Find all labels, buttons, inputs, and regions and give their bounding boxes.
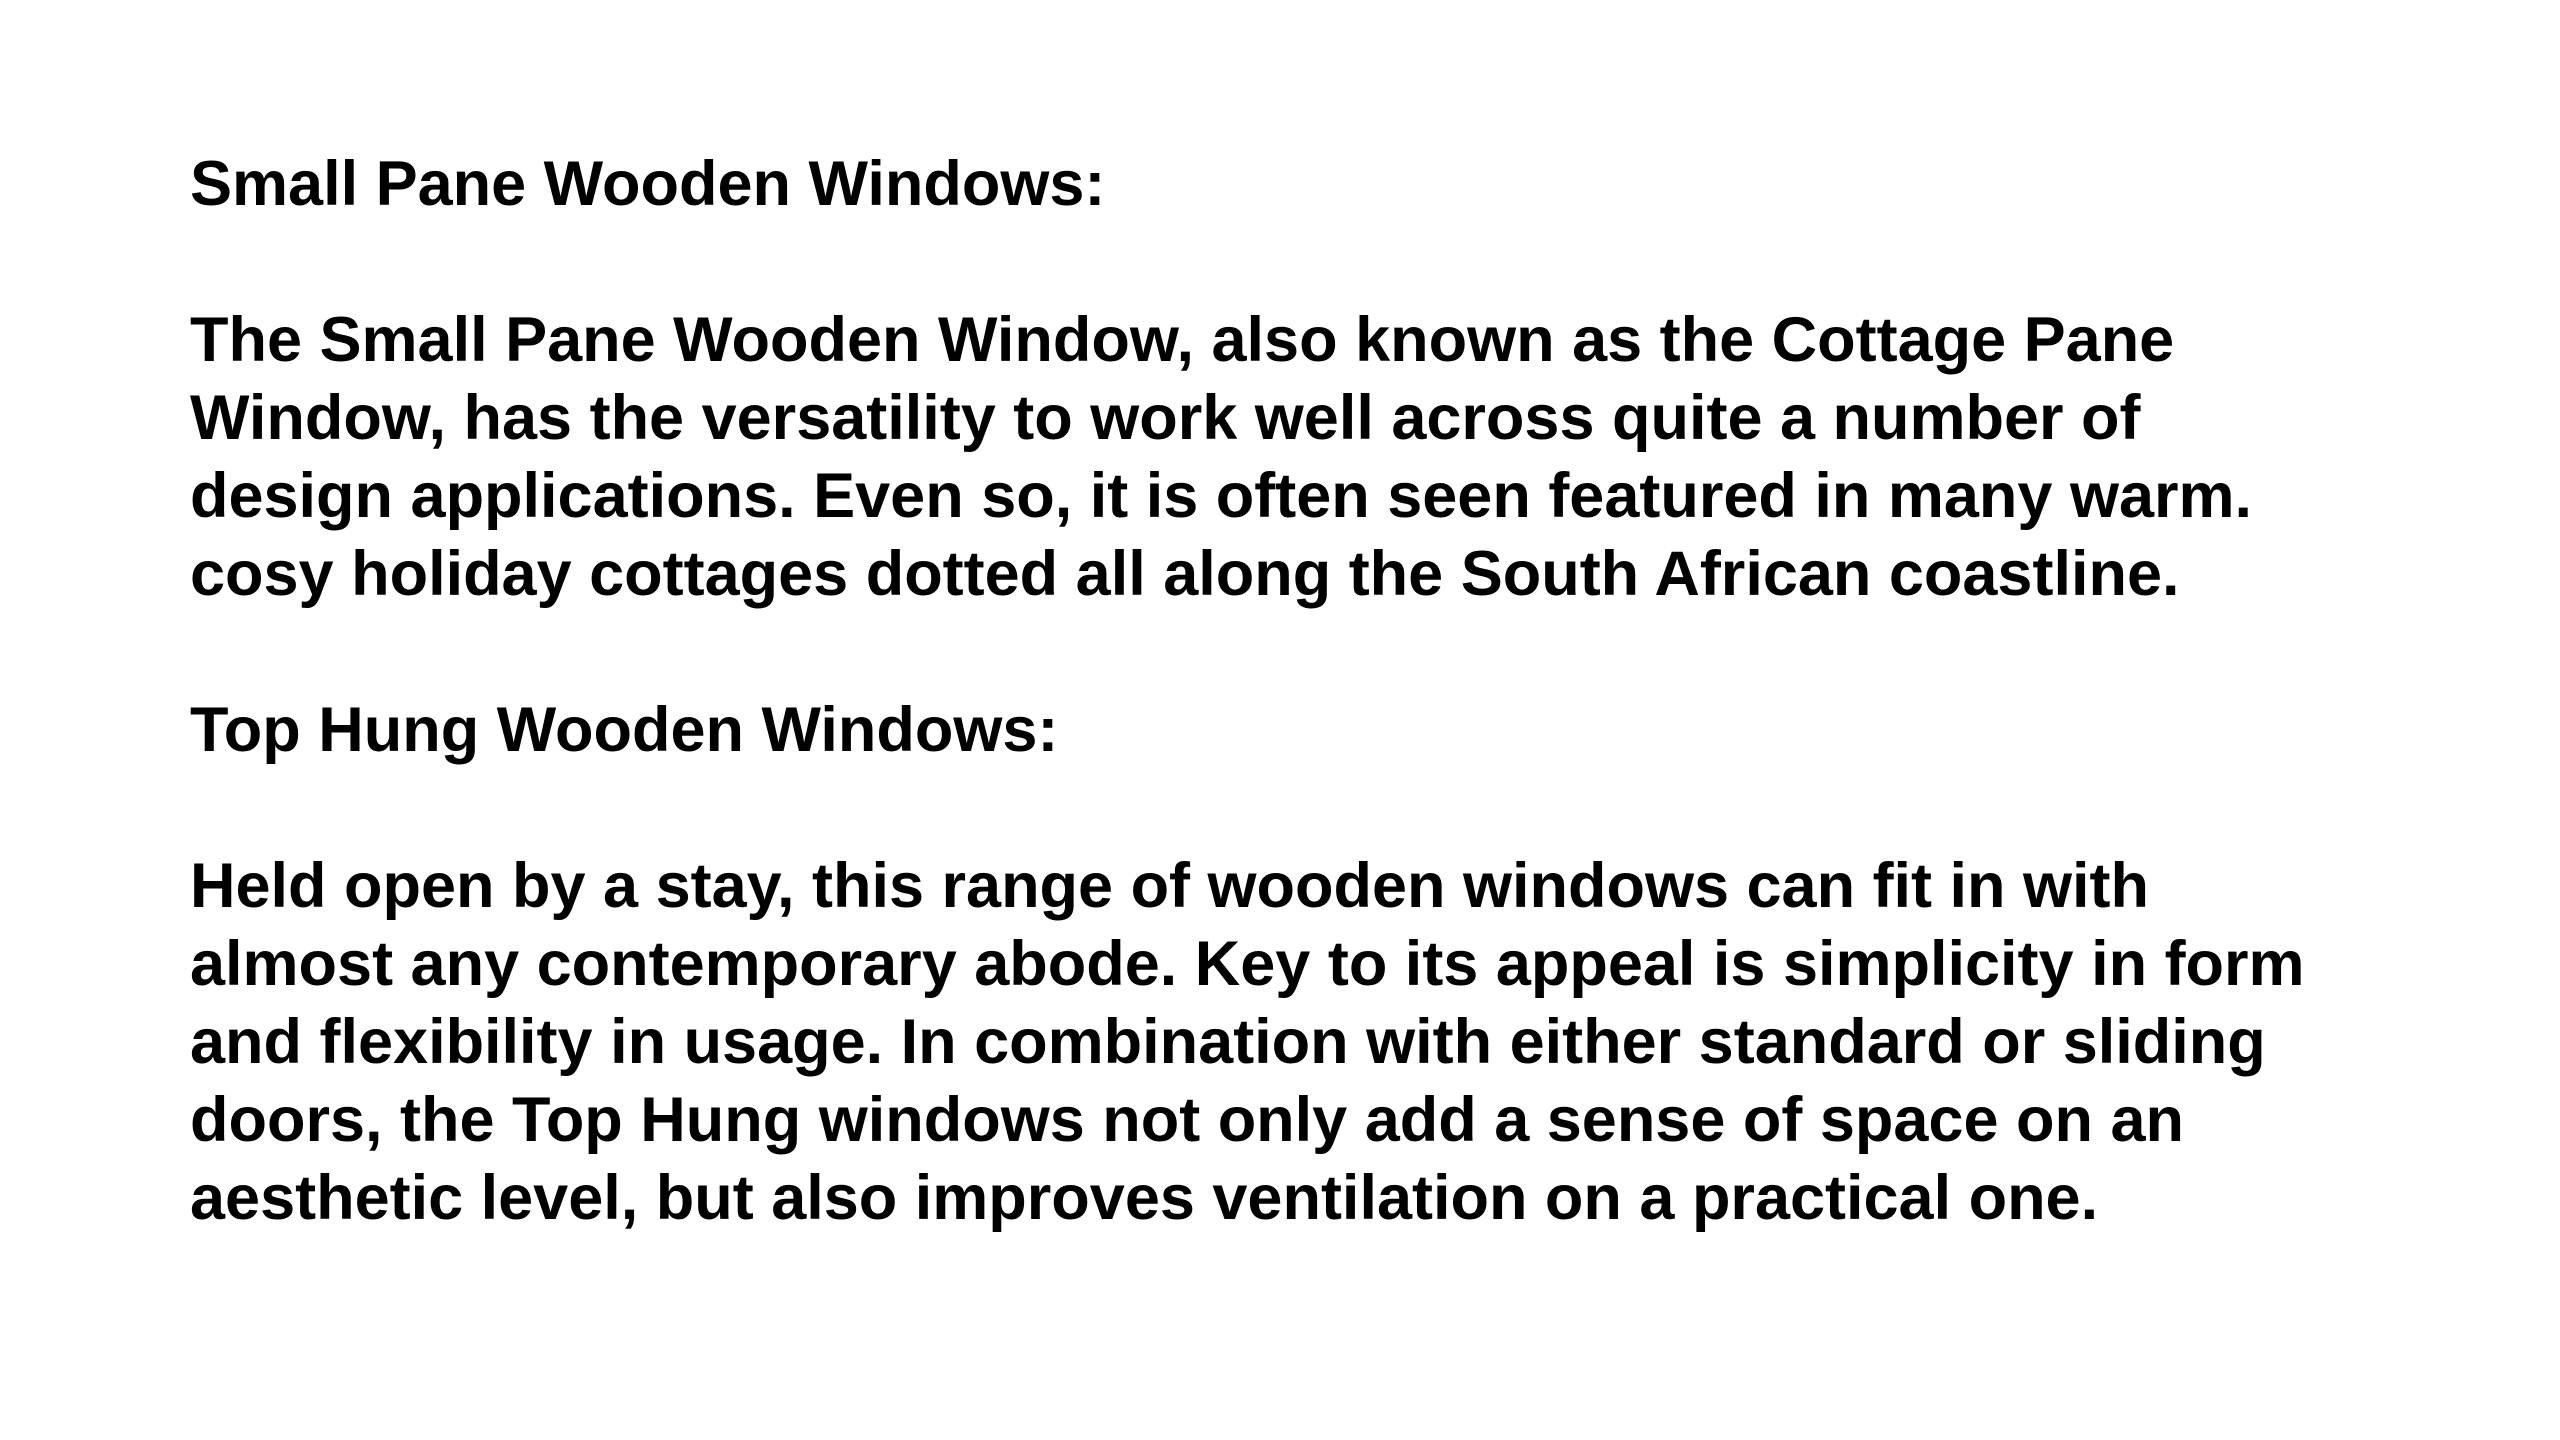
paragraph-line: Held open by a stay, this range of wooden windows can fit in with	[190, 851, 2149, 921]
paragraph-line: and flexibility in usage. In combination with either standard or sliding	[190, 1007, 2266, 1077]
paragraph-line: doors, the Top Hung windows not only add a sense of space on an	[190, 1085, 2184, 1155]
paragraph-line: aesthetic level, but also improves ventilation on a practical one.	[190, 1163, 2099, 1233]
paragraph-line: Window, has the versatility to work well across quite a number of	[190, 383, 2141, 453]
section-heading-top-hung: Top Hung Wooden Windows:	[190, 695, 1059, 765]
section-paragraph-small-pane	[190, 301, 2560, 613]
paragraph-line: almost any contemporary abode. Key to its appeal is simplicity in form	[190, 929, 2305, 999]
section-paragraph-top-hung	[190, 847, 2560, 1237]
paragraph-line: The Small Pane Wooden Window, also known as the Cottage Pane	[190, 305, 2175, 375]
paragraph-line: design applications. Even so, it is often seen featured in many warm.	[190, 461, 2253, 531]
section-heading-small-pane: Small Pane Wooden Windows:	[190, 149, 1106, 219]
paragraph-line: cosy holiday cottages dotted all along the South African coastline.	[190, 539, 2180, 609]
